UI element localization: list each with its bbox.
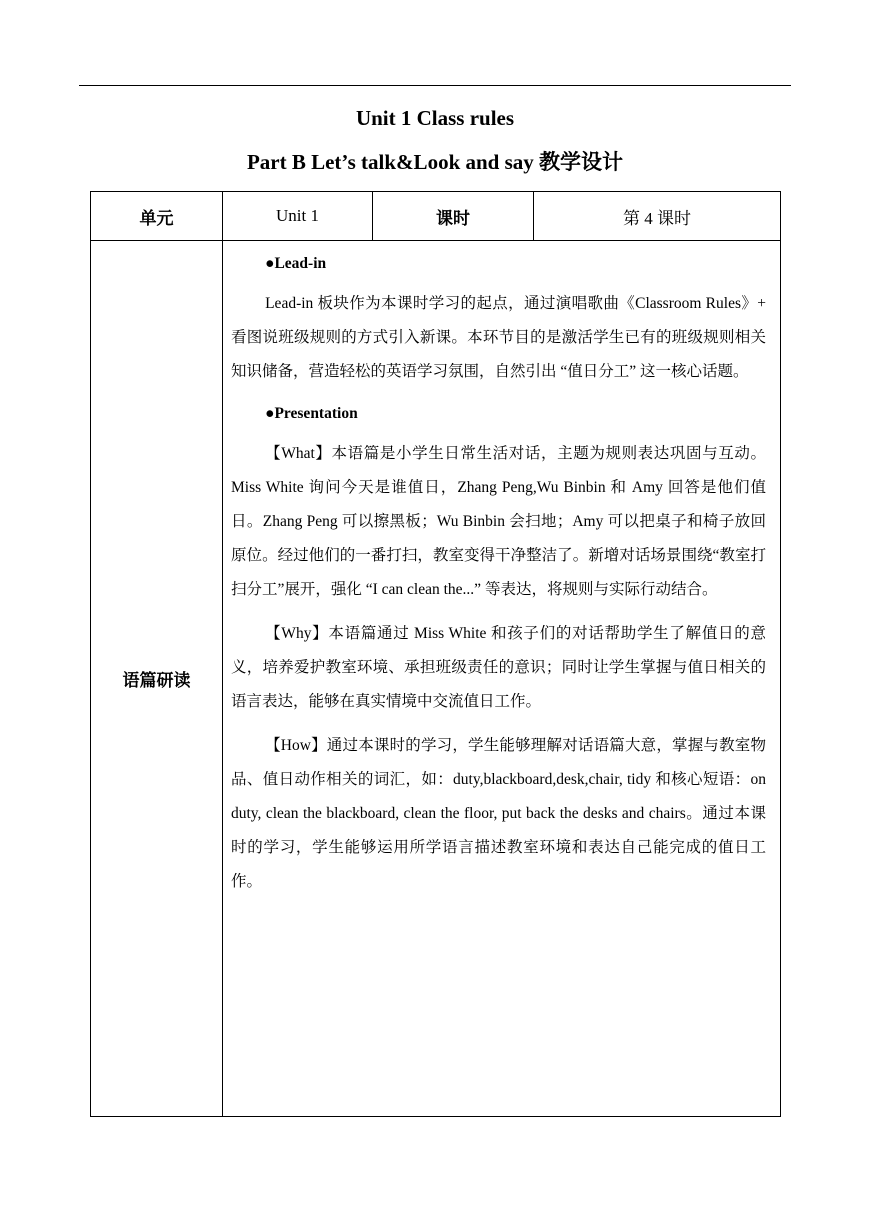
leadin-heading: ●Lead-in (265, 255, 327, 272)
info-row (91, 192, 781, 241)
what-paragraph: 【What】本语篇是小学生日常生活对话，主题为规则表达巩固与互动。Miss White 询问今天是谁值日，Zhang Peng,Wu Binbin 和 Amy 回答是他们值日。Zhang Peng 可以擦黑板；Wu Binbin 会扫地；Amy 可以把桌子和椅子放回原位。经过他们的一番打扫，教室变得干净整洁了。新增对话场景围绕“教室打扫分工”展开，强化 “I can clean the...” 等表达，将规则与实际行动结合。 (231, 445, 766, 598)
header-rule (79, 85, 791, 86)
how-paragraph: 【How】通过本课时的学习，学生能够理解对话语篇大意，掌握与教室物品、值日动作相关的词汇，如：duty,blackboard,desk,chair, tidy 和核心短语：on duty, clean the blackboard, clean the floor, put back the desks and chairs。通过本课时的学习，学生能够运用所学语言描述教室环境和表达自己能完成的值日工作。 (231, 737, 766, 890)
lesson-design-table (90, 191, 781, 1117)
leadin-paragraph: Lead-in 板块作为本课时学习的起点，通过演唱歌曲《Classroom Rules》+ 看图说班级规则的方式引入新课。本环节目的是激活学生已有的班级规则相关知识储备，营造轻松的英语学习氛围，自然引出 “值日分工” 这一核心话题。 (231, 295, 766, 380)
section-label: 语篇研读 (91, 241, 223, 1117)
unit-label: 单元 (91, 192, 223, 241)
period-label: 课时 (373, 192, 534, 241)
presentation-heading: ●Presentation (265, 405, 358, 422)
section-content (223, 241, 781, 1117)
document-title: Unit 1 Class rules (355, 106, 515, 130)
document-subtitle: Part B Let’s talk&Look and say 教学设计 (246, 150, 624, 174)
period-value: 第 4 课时 (534, 192, 781, 241)
why-paragraph: 【Why】本语篇通过 Miss White 和孩子们的对话帮助学生了解值日的意义，培养爱护教室环境、承担班级责任的意识；同时让学生掌握与值日相关的语言表达，能够在真实情境中交流值日工作。 (231, 625, 766, 710)
unit-value: Unit 1 (223, 192, 373, 241)
content-row (91, 241, 781, 1117)
